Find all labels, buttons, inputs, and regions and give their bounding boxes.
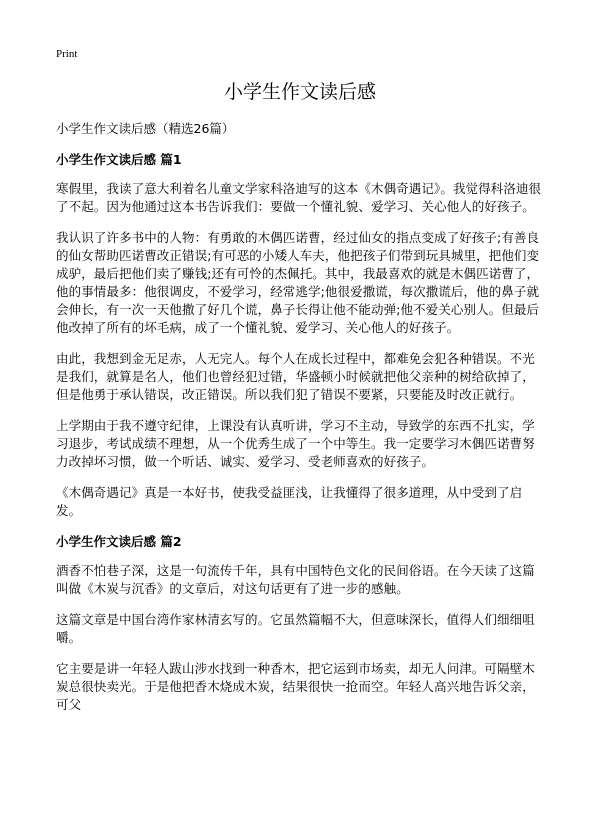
paragraph: 上学期由于我不遵守纪律，上课没有认真听讲，学习不主动，导致学的东西不扎实，学习退步，考试成绩不理想，从一个优秀生成了一个中等生。我一定要学习木偶匹诺曹努力改掉坏习惯，做一个听话、诚实、爱学习、受老师喜欢的好孩子。 bbox=[56, 418, 535, 469]
section-heading: 小学生作文读后感 篇1 bbox=[56, 152, 182, 167]
paragraph: 由此，我想到金无足赤，人无完人。每个人在成长过程中，都难免会犯各种错误。不光是我们，就算是名人，他们也曾经犯过错，华盛顿小时候就把他父亲种的树给砍掉了，但是他勇于承认错误，改正错误。所以我们犯了错误不要紧，只要能及时改正就行。 bbox=[56, 351, 535, 402]
paragraph: 它主要是讲一年轻人跋山涉水找到一种香木，把它运到市场卖，却无人问津。可隔壁木炭总很快卖光。于是他把香木烧成木炭，结果很快一抢而空。年轻人高兴地告诉父亲，可父 bbox=[56, 661, 535, 712]
paragraph: 我认识了许多书中的人物：有勇敢的木偶匹诺曹，经过仙女的指点变成了好孩子;有善良的仙女帮助匹诺曹改正错误;有可恶的小矮人车夫，他把孩子们带到玩具城里，把他们变成驴，最后把他们卖了赚钱;还有可怜的杰佩托。其中，我最喜欢的就是木偶匹诺曹了，他的事情最多：他很调皮，不爱学习，经常逃学;他很爱撒谎，每次撒谎后，他的鼻子就会伸长，有一次一天他撒了好几个谎，鼻子长得让他不能动弹;他不爱关心别人。但最后他改掉了所有的坏毛病，成了一个懂礼貌、爱学习、关心他人的好孩子。 bbox=[56, 230, 540, 335]
section-1 bbox=[56, 151, 546, 520]
page-title: 小学生作文读后感 bbox=[223, 81, 376, 103]
document-content bbox=[56, 120, 546, 727]
document-subtitle: 小学生作文读后感（精选26篇） bbox=[56, 121, 235, 136]
paragraph: 《木偶奇遇记》真是一本好书，使我受益匪浅，让我懂得了很多道理，从中受到了启发。 bbox=[56, 485, 523, 518]
section-2 bbox=[56, 533, 546, 714]
paragraph: 寒假里，我读了意大利着名儿童文学家科洛迪写的这本《木偶奇遇记》。我觉得科洛迪很了不起。因为他通过这本书告诉我们：要做一个懂礼貌、爱学习、关心他人的好孩子。 bbox=[56, 181, 542, 214]
section-heading: 小学生作文读后感 篇2 bbox=[56, 534, 182, 549]
print-label: Print bbox=[56, 48, 78, 60]
paragraph: 酒香不怕巷子深，这是一句流传千年，具有中国特色文化的民间俗语。在今天读了这篇叫做《木炭与沉香》的文章后，对这句话更有了进一步的感触。 bbox=[56, 563, 535, 596]
paragraph: 这篇文章是中国台湾作家林清玄写的。它虽然篇幅不大，但意味深长，值得人们细细咀嚼。 bbox=[56, 612, 535, 645]
